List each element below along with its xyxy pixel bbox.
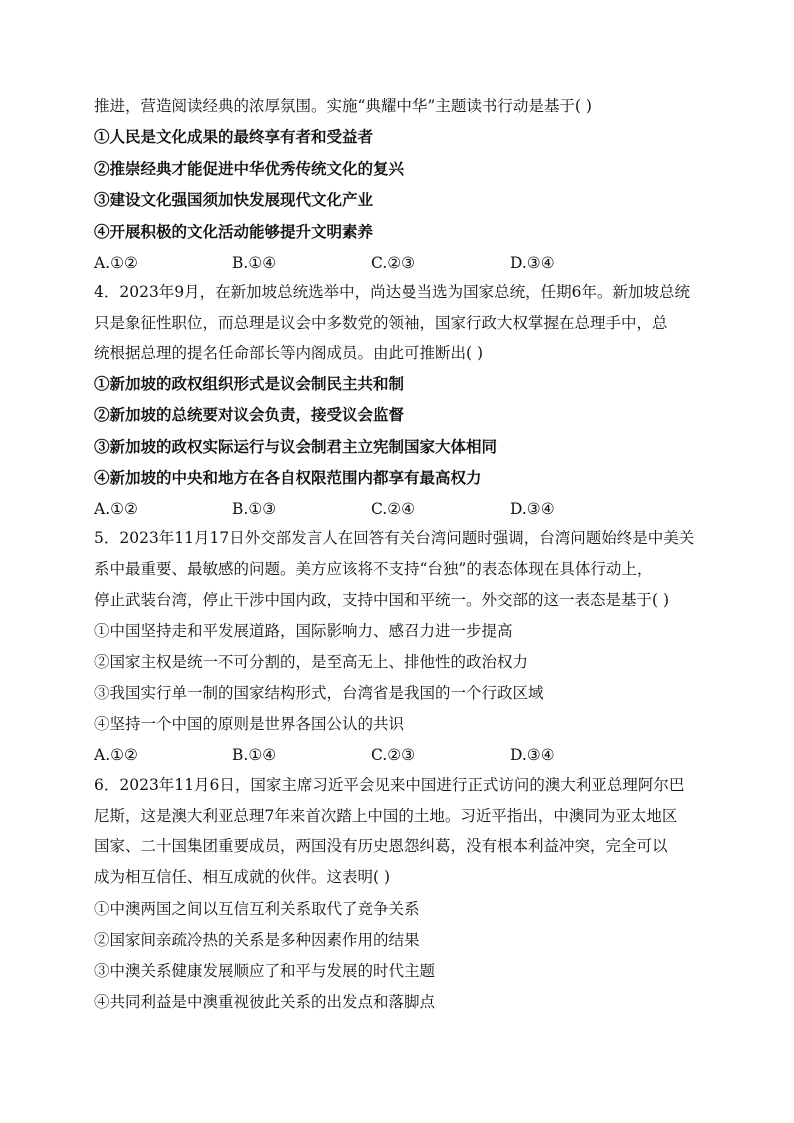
q5-choice-b: B.①④ — [232, 746, 277, 764]
q4-stem-line-3: 统根据总理的提名任命部长等内阁成员。由此可推断出( ) — [94, 344, 484, 362]
q5-option-4: ④坚持一个中国的原则是世界各国公认的共识 — [94, 715, 405, 733]
q4-choices — [94, 499, 706, 519]
q4-choice-b: B.①③ — [232, 500, 277, 518]
q4-choice-d: D.③④ — [510, 500, 555, 518]
q3-stem-tail: 推进，营造阅读经典的浓厚氛围。实施“典耀中华”主题读书行动是基于( ) — [94, 97, 592, 115]
q3-choice-a: A.①② — [94, 254, 138, 272]
q4-option-4: ④新加坡的中央和地方在各自权限范围内都享有最高权力 — [94, 468, 482, 487]
q3-option-1: ①人民是文化成果的最终享有者和受益者 — [94, 127, 374, 146]
q6-option-4: ④共同利益是中澳重视彼此关系的出发点和落脚点 — [94, 993, 436, 1011]
q6-option-2: ②国家间亲疏冷热的关系是多种因素作用的结果 — [94, 931, 420, 949]
q4-option-2: ②新加坡的总统要对议会负责，接受议会监督 — [94, 405, 405, 424]
q5-option-2: ②国家主权是统一不可分割的，是至高无上、排他性的政治权力 — [94, 653, 529, 671]
q3-option-4: ④开展积极的文化活动能够提升文明素养 — [94, 222, 374, 241]
q4-stem-line-2: 只是象征性职位，而总理是议会中多数党的领袖，国家行政大权掌握在总理手中，总 — [94, 314, 668, 332]
q5-stem-line-3: 停止武装台湾，停止干涉中国内政，支持中国和平统一。外交部的这一表态是基于( ) — [94, 591, 670, 609]
q5-stem-line-2: 系中最重要、最敏感的问题。美方应该将不支持“台独”的表态体现在具体行动上， — [94, 560, 653, 578]
q3-choice-b: B.①④ — [232, 254, 277, 272]
q6-stem-line-3: 国家、二十国集团重要成员，两国没有历史恩怨纠葛，没有根本利益冲突，完全可以 — [94, 837, 668, 855]
q3-choices — [94, 253, 706, 273]
q3-choice-c: C.②③ — [371, 254, 416, 272]
q5-option-1: ①中国坚持走和平发展道路，国际影响力、感召力进一步提高 — [94, 622, 513, 640]
q5-choice-c: C.②③ — [371, 746, 416, 764]
q5-choice-d: D.③④ — [510, 746, 555, 764]
q3-choice-d: D.③④ — [510, 254, 555, 272]
q4-option-3: ③新加坡的政权实际运行与议会制君主立宪制国家大体相同 — [94, 437, 498, 456]
q5-option-3: ③我国实行单一制的国家结构形式，台湾省是我国的一个行政区域 — [94, 684, 544, 702]
q4-option-1: ①新加坡的政权组织形式是议会制民主共和制 — [94, 374, 405, 393]
q6-option-1: ①中澳两国之间以互信互利关系取代了竞争关系 — [94, 900, 420, 918]
q4-stem-line-1: 4．2023年9月，在新加坡总统选举中，尚达曼当选为国家总统，任期6年。新加坡总统 — [94, 283, 691, 301]
q3-option-2: ②推崇经典才能促进中华优秀传统文化的复兴 — [94, 159, 405, 178]
q6-stem-line-1: 6．2023年11月6日，国家主席习近平会见来中国进行正式访问的澳大利亚总理阿尔巴 — [94, 776, 685, 794]
q4-choice-a: A.①② — [94, 500, 138, 518]
q5-choices — [94, 745, 706, 765]
q6-stem-line-2: 尼斯，这是澳大利亚总理7年来首次踏上中国的土地。习近平指出，中澳同为亚太地区 — [94, 807, 678, 825]
q4-choice-c: C.②④ — [371, 500, 416, 518]
q5-stem-line-1: 5．2023年11月17日外交部发言人在回答有关台湾问题时强调，台湾问题始终是中美关 — [94, 529, 695, 547]
q5-choice-a: A.①② — [94, 746, 138, 764]
q3-option-3: ③建设文化强国须加快发展现代文化产业 — [94, 190, 374, 209]
q6-stem-line-4: 成为相互信任、相互成就的伙伴。这表明( ) — [94, 868, 391, 886]
q6-option-3: ③中澳关系健康发展顺应了和平与发展的时代主题 — [94, 962, 436, 980]
